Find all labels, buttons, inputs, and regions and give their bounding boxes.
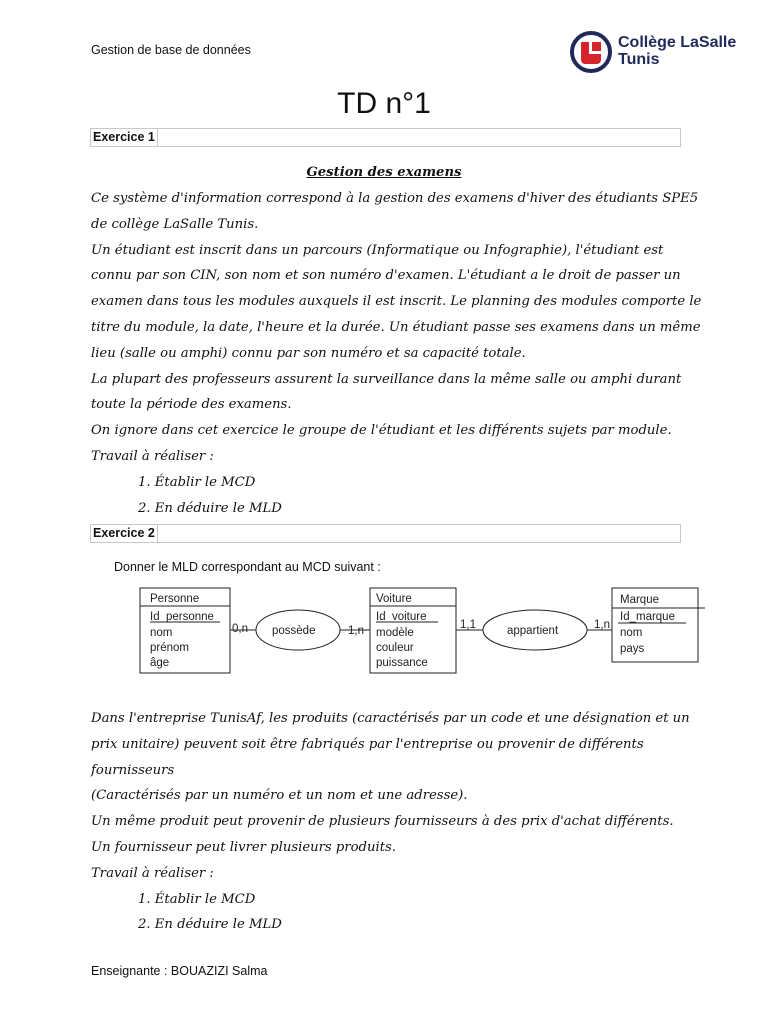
exercise-2-intro: Donner le MLD correspondant au MCD suivant : [114, 560, 381, 574]
logo-name: Collège LaSalle [618, 34, 737, 51]
page-title: TD n°1 [337, 87, 431, 120]
relation-appartient-label: appartient [507, 625, 559, 637]
text-line: examen dans tous les modules auxquels il est inscrit. Le planning des modules comporte le [91, 294, 702, 310]
text-line: de collège LaSalle Tunis. [91, 216, 259, 232]
task-item: 1. Établir le MCD [138, 891, 256, 907]
teacher-footer: Enseignante : BOUAZIZI Salma [91, 964, 268, 978]
entity-marque-name: Marque [620, 594, 659, 606]
relation-possede-label: possède [272, 625, 316, 637]
entity-marque-key: Id_marque [620, 611, 675, 623]
course-header: Gestion de base de données [91, 43, 251, 57]
exercise-1-text [91, 186, 702, 521]
exercise-1-subtitle: Gestion des examens [306, 165, 462, 180]
logo-icon [569, 30, 615, 74]
text-line: connu par son CIN, son nom et son numéro d'examen. L'étudiant a le droit de passer un [91, 268, 681, 284]
exercise-2-text [91, 706, 691, 938]
exercise-1-label: Exercice 1 [91, 129, 158, 146]
entity-marque-attr: pays [620, 643, 645, 655]
entity-voiture-name: Voiture [376, 593, 412, 605]
cardinality-label: 1,1 [460, 619, 476, 631]
task-item: 2. En déduire le MLD [138, 500, 282, 516]
text-line: titre du module, la date, l'heure et la durée. Un étudiant passe ses examens dans un même [91, 319, 701, 335]
text-line: On ignore dans cet exercice le groupe de l'étudiant et les différents sujets par module. [91, 423, 672, 439]
task-item: 2. En déduire le MLD [138, 917, 282, 933]
entity-personne-attr: âge [150, 657, 170, 669]
exercise-2-label: Exercice 2 [91, 525, 158, 542]
entity-personne-name: Personne [150, 593, 200, 605]
text-line: Dans l'entreprise TunisAf, les produits (caractérisés par un code et une désignation et un [91, 711, 690, 726]
cardinality-label: 1,n [348, 625, 364, 637]
entity-personne-attr: nom [150, 627, 173, 639]
mcd-diagram [130, 584, 710, 676]
entity-personne-attr: prénom [150, 642, 189, 654]
text-line: fournisseurs [91, 762, 175, 778]
text-line: Un fournisseur peut livrer plusieurs produits. [91, 839, 396, 855]
text-line: lieu (salle ou amphi) connu par son numéro et sa capacité totale. [91, 345, 526, 361]
text-line: Un étudiant est inscrit dans un parcours (Informatique ou Infographie), l'étudiant est [91, 242, 664, 258]
cardinality-label: 0,n [232, 623, 248, 635]
entity-voiture-key: Id_voiture [376, 611, 427, 623]
entity-voiture-attr: puissance [376, 657, 428, 669]
text-line: prix unitaire) peuvent soit être fabriqués par l'entreprise ou provenir de différents [91, 736, 644, 752]
exercise-1-bar [90, 128, 681, 147]
text-line: Travail à réaliser : [91, 865, 214, 881]
exercise-2-bar [90, 524, 681, 543]
task-item: 1. Établir le MCD [138, 474, 256, 490]
logo-city: Tunis [618, 51, 660, 68]
text-line: Ce système d'information correspond à la gestion des examens d'hiver des étudiants SPE5 [91, 191, 699, 206]
cardinality-label: 1,n [594, 619, 610, 631]
text-line: toute la période des examens. [91, 397, 292, 413]
text-line: Travail à réaliser : [91, 448, 214, 464]
entity-personne-key: Id_personne [150, 611, 214, 623]
text-line: (Caractérisés par un numéro et un nom et une adresse). [91, 788, 468, 804]
entity-marque-attr: nom [620, 627, 643, 639]
text-line: La plupart des professeurs assurent la surveillance dans la même salle ou amphi durant [91, 371, 682, 387]
entity-voiture-attr: couleur [376, 642, 414, 654]
text-line: Un même produit peut provenir de plusieurs fournisseurs à des prix d'achat différents. [91, 814, 674, 830]
entity-voiture-attr: modèle [376, 627, 414, 639]
